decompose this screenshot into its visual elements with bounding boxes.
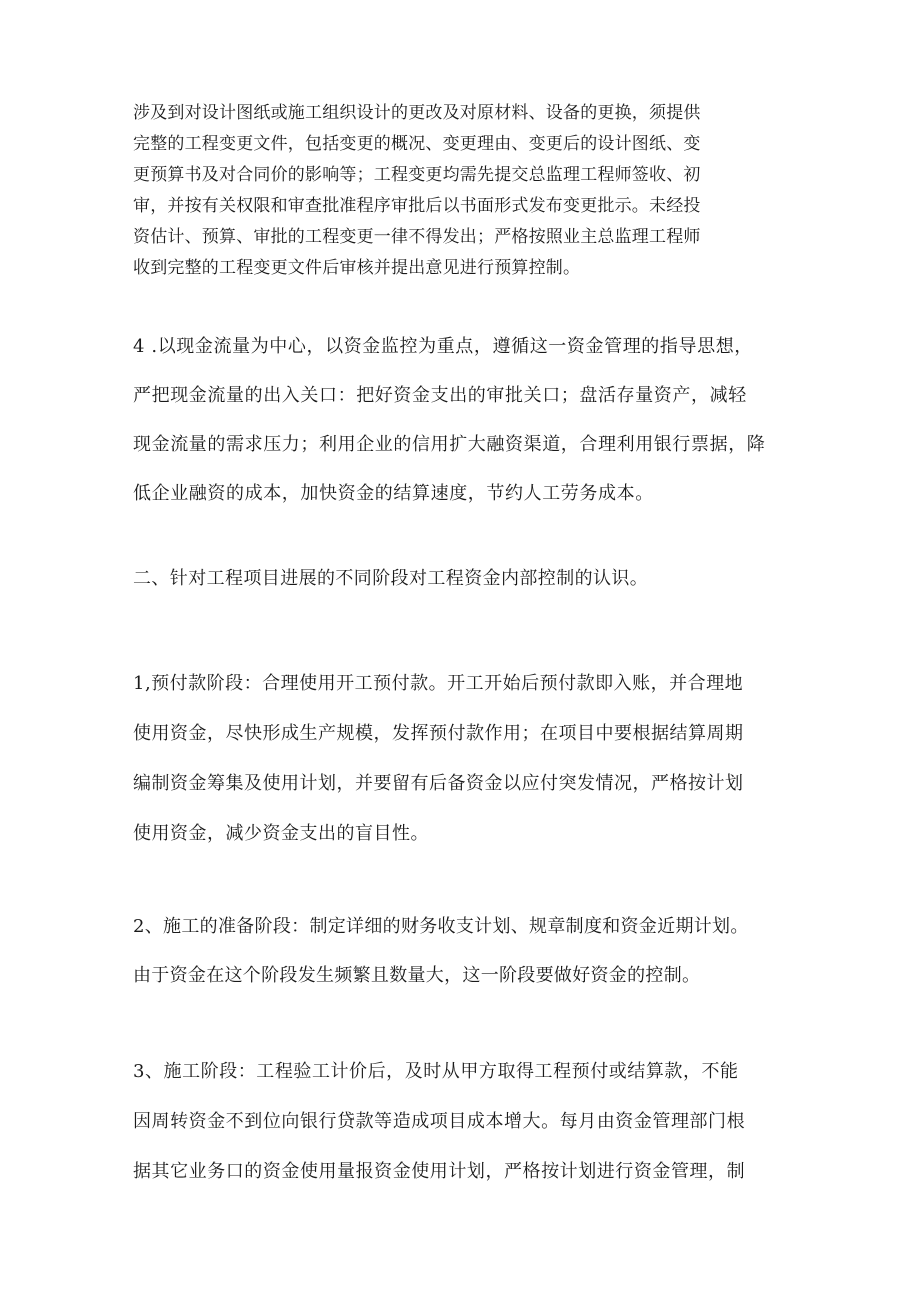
paragraph-preparation-stage (133, 902, 749, 1000)
text-line: 因周转资金不到位向银行贷款等造成项目成本增大。每月由资金管理部门根 (133, 1111, 746, 1132)
text-line: 更预算书及对合同价的影响等；工程变更均需先提交总监理工程师签收、初 (133, 165, 701, 185)
section-heading (133, 563, 648, 595)
text-line: 2、施工的准备阶段：制定详细的财务收支计划、规章制度和资金近期计划。 (133, 916, 749, 937)
text-line: 低企业融资的成本，加快资金的结算速度，节约人工劳务成本。 (133, 483, 654, 504)
text-line: 由于资金在这个阶段发生频繁且数量大，这一阶段要做好资金的控制。 (133, 965, 701, 986)
text-line: 3、施工阶段：工程验工计价后，及时从甲方取得工程预付或结算款，不能 (133, 1061, 739, 1082)
text-line: 使用资金，尽快形成生产规模，发挥预付款作用；在项目中要根据结算周期 (133, 723, 744, 744)
heading-line: 二、针对工程项目进展的不同阶段对工程资金内部控制的认识。 (133, 568, 649, 589)
paragraph-engineering-change (133, 98, 701, 284)
text-line: 资估计、预算、审批的工程变更一律不得发出；严格按照业主总监理工程师 (133, 227, 701, 247)
paragraph-cash-flow (133, 322, 765, 518)
text-line: 现金流量的需求压力；利用企业的信用扩大融资渠道，合理利用银行票据，降 (133, 434, 766, 455)
text-line: 4 .以现金流量为中心，以资金监控为重点，遵循这一资金管理的指导思想， (133, 336, 753, 357)
text-line: 使用资金，减少资金支出的盲目性。 (133, 823, 429, 844)
text-line: 涉及到对设计图纸或施工组织设计的更改及对原材料、设备的更换，须提供 (133, 103, 701, 123)
text-line: 据其它业务口的资金使用量报资金使用计划，严格按计划进行资金管理，制 (133, 1161, 746, 1182)
text-line: 编制资金筹集及使用计划，并要留有后备资金以应付突发情况，严格按计划 (133, 773, 744, 794)
text-line: 1,预付款阶段：合理使用开工预付款。开工开始后预付款即入账，并合理地 (133, 673, 744, 694)
text-line: 审，并按有关权限和审查批准程序审批后以书面形式发布变更批示。未经投 (133, 196, 701, 216)
text-line: 严把现金流量的出入关口：把好资金支出的审批关口；盘活存量资产，减轻 (133, 385, 747, 406)
text-line: 收到完整的工程变更文件后审核并提出意见进行预算控制。 (133, 258, 581, 278)
paragraph-construction-stage (133, 1047, 745, 1197)
paragraph-advance-payment (133, 659, 744, 859)
text-line: 完整的工程变更文件，包括变更的概况、变更理由、变更后的设计图纸、变 (133, 134, 701, 154)
